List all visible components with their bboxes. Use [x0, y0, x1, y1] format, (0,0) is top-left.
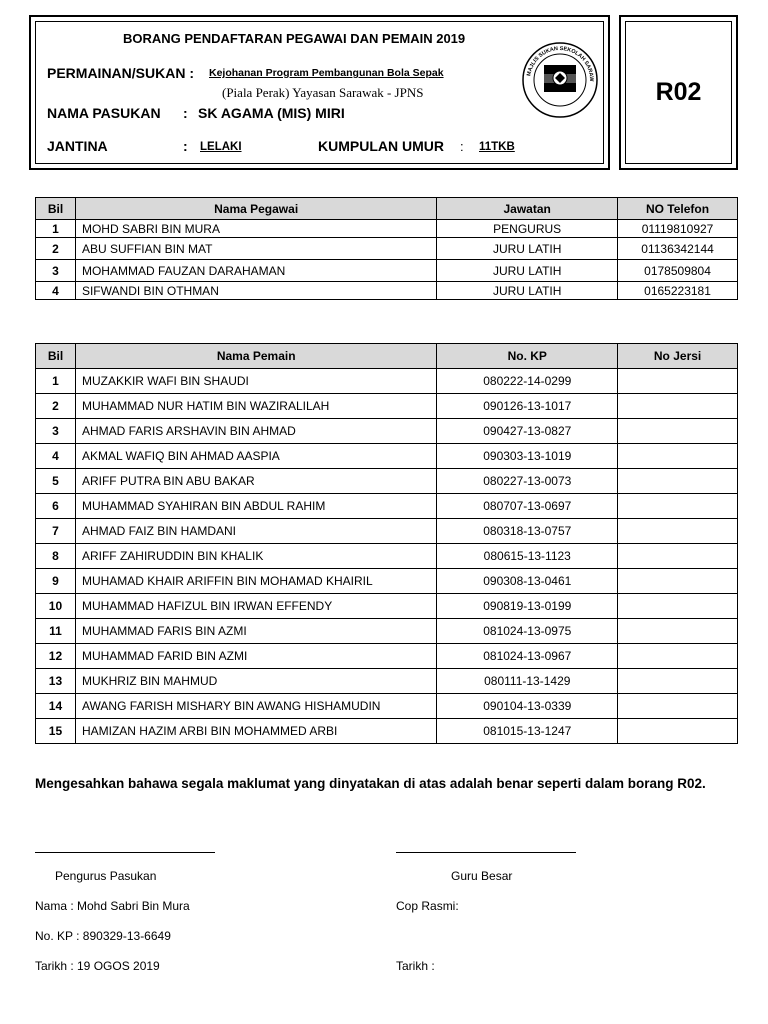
gender-label: JANTINA [47, 138, 108, 154]
table-row [36, 669, 738, 694]
sports-council-logo [520, 40, 600, 120]
player-ic-number: 081024-13-0967 [437, 644, 618, 669]
player-ic-number: 080222-14-0299 [437, 369, 618, 394]
row-number: 5 [36, 469, 76, 494]
player-jersey [618, 644, 738, 669]
table-row [36, 644, 738, 669]
player-name: AKMAL WAFIQ BIN AHMAD AASPIA [75, 444, 436, 469]
column-header: No. KP [437, 344, 618, 369]
table-row [36, 494, 738, 519]
row-number: 12 [36, 644, 76, 669]
game-subtitle: (Piala Perak) Yayasan Sarawak - JPNS [222, 85, 424, 100]
game-label: PERMAINAN/SUKAN : [47, 65, 194, 81]
table-row [36, 594, 738, 619]
row-number: 10 [36, 594, 76, 619]
row-number: 15 [36, 719, 76, 744]
table-row [36, 419, 738, 444]
column-header: Bil [36, 344, 76, 369]
team-manager-title: Pengurus Pasukan [55, 869, 157, 883]
column-header: Nama Pegawai [75, 198, 436, 220]
form-title: BORANG PENDAFTARAN PEGAWAI DAN PEMAIN 2019 [123, 31, 466, 46]
player-name: AHMAD FARIS ARSHAVIN BIN AHMAD [75, 419, 436, 444]
table-row [36, 394, 738, 419]
player-ic-number: 090308-13-0461 [437, 569, 618, 594]
player-jersey [618, 394, 738, 419]
staff-name: SIFWANDI BIN OTHMAN [75, 282, 436, 300]
players-table [35, 343, 738, 744]
player-ic-number: 080318-13-0757 [437, 519, 618, 544]
player-jersey [618, 444, 738, 469]
staff-name: MOHAMMAD FAUZAN DARAHAMAN [75, 260, 436, 282]
player-name: MUZAKKIR WAFI BIN SHAUDI [75, 369, 436, 394]
gender-value: LELAKI [200, 141, 242, 153]
row-number: 3 [36, 260, 76, 282]
player-name: MUHAMMAD NUR HATIM BIN WAZIRALILAH [75, 394, 436, 419]
column-header: No Jersi [618, 344, 738, 369]
row-number: 14 [36, 694, 76, 719]
player-ic-number: 090126-13-1017 [437, 394, 618, 419]
column-header: Jawatan [437, 198, 618, 220]
game-value: Kejohanan Program Pembangunan Bola Sepak [209, 67, 444, 79]
staff-role: JURU LATIH [437, 238, 618, 260]
table-row [36, 519, 738, 544]
player-name: HAMIZAN HAZIM ARBI BIN MOHAMMED ARBI [75, 719, 436, 744]
row-number: 1 [36, 220, 76, 238]
staff-phone: 01119810927 [618, 220, 738, 238]
table-row [36, 260, 738, 282]
table-row [36, 369, 738, 394]
manager-name: Nama : Mohd Sabri Bin Mura [35, 899, 190, 913]
confirmation-statement: Mengesahkan bahawa segala maklumat yang dinyatakan di atas adalah benar seperti dalam borang R02. [35, 776, 706, 791]
manager-ic-number: No. KP : 890329-13-6649 [35, 929, 171, 943]
headmaster-title: Guru Besar [451, 869, 513, 883]
manager-date: Tarikh : 19 OGOS 2019 [35, 959, 160, 973]
age-group-value: 11TKB [479, 141, 515, 153]
row-number: 4 [36, 282, 76, 300]
staff-role: PENGURUS [437, 220, 618, 238]
form-code: R02 [655, 78, 702, 106]
player-ic-number: 080707-13-0697 [437, 494, 618, 519]
player-ic-number: 080111-13-1429 [437, 669, 618, 694]
row-number: 7 [36, 519, 76, 544]
table-row [36, 719, 738, 744]
player-jersey [618, 369, 738, 394]
age-group-label: KUMPULAN UMUR [318, 138, 444, 154]
player-jersey [618, 694, 738, 719]
column-header: NO Telefon [618, 198, 738, 220]
row-number: 1 [36, 369, 76, 394]
player-jersey [618, 594, 738, 619]
table-row [36, 220, 738, 238]
player-name: MUHAMAD KHAIR ARIFFIN BIN MOHAMAD KHAIRIL [75, 569, 436, 594]
signature-line-right [396, 852, 576, 853]
staff-table [35, 197, 738, 300]
player-jersey [618, 494, 738, 519]
player-ic-number: 090303-13-1019 [437, 444, 618, 469]
player-jersey [618, 569, 738, 594]
player-ic-number: 081024-13-0975 [437, 619, 618, 644]
staff-phone: 0165223181 [618, 282, 738, 300]
team-colon: : [183, 105, 188, 121]
column-header: Bil [36, 198, 76, 220]
column-header: Nama Pemain [75, 344, 436, 369]
row-number: 4 [36, 444, 76, 469]
row-number: 2 [36, 238, 76, 260]
table-row [36, 619, 738, 644]
table-header-row [36, 344, 738, 369]
staff-phone: 0178509804 [618, 260, 738, 282]
player-name: MUHAMMAD FARID BIN AZMI [75, 644, 436, 669]
player-jersey [618, 544, 738, 569]
player-jersey [618, 669, 738, 694]
player-jersey [618, 469, 738, 494]
row-number: 8 [36, 544, 76, 569]
player-ic-number: 090427-13-0827 [437, 419, 618, 444]
form-code-inner [625, 21, 732, 164]
player-ic-number: 090819-13-0199 [437, 594, 618, 619]
form-code-box [619, 15, 738, 170]
table-row [36, 469, 738, 494]
gender-colon: : [183, 138, 188, 154]
staff-role: JURU LATIH [437, 260, 618, 282]
age-group-colon: : [460, 139, 464, 154]
row-number: 9 [36, 569, 76, 594]
player-jersey [618, 619, 738, 644]
row-number: 13 [36, 669, 76, 694]
player-jersey [618, 519, 738, 544]
staff-role: JURU LATIH [437, 282, 618, 300]
player-jersey [618, 419, 738, 444]
headmaster-date: Tarikh : [396, 959, 435, 973]
table-header-row [36, 198, 738, 220]
logo-text: MAJLIS SUKAN SEKOLAH SARAW [526, 45, 595, 82]
table-row [36, 544, 738, 569]
row-number: 6 [36, 494, 76, 519]
player-ic-number: 080227-13-0073 [437, 469, 618, 494]
row-number: 2 [36, 394, 76, 419]
player-name: MUKHRIZ BIN MAHMUD [75, 669, 436, 694]
team-label: NAMA PASUKAN [47, 105, 161, 121]
player-ic-number: 081015-13-1247 [437, 719, 618, 744]
staff-name: ABU SUFFIAN BIN MAT [75, 238, 436, 260]
table-row [36, 444, 738, 469]
table-row [36, 569, 738, 594]
player-jersey [618, 719, 738, 744]
player-name: MUHAMMAD SYAHIRAN BIN ABDUL RAHIM [75, 494, 436, 519]
player-name: AHMAD FAIZ BIN HAMDANI [75, 519, 436, 544]
staff-phone: 01136342144 [618, 238, 738, 260]
row-number: 11 [36, 619, 76, 644]
player-name: MUHAMMAD HAFIZUL BIN IRWAN EFFENDY [75, 594, 436, 619]
player-name: MUHAMMAD FARIS BIN AZMI [75, 619, 436, 644]
signature-line-left [35, 852, 215, 853]
table-row [36, 694, 738, 719]
player-name: ARIFF PUTRA BIN ABU BAKAR [75, 469, 436, 494]
player-name: ARIFF ZAHIRUDDIN BIN KHALIK [75, 544, 436, 569]
player-ic-number: 090104-13-0339 [437, 694, 618, 719]
player-ic-number: 080615-13-1123 [437, 544, 618, 569]
team-value: SK AGAMA (MIS) MIRI [198, 105, 345, 121]
table-row [36, 238, 738, 260]
official-stamp-label: Cop Rasmi: [396, 899, 459, 913]
table-row [36, 282, 738, 300]
row-number: 3 [36, 419, 76, 444]
staff-name: MOHD SABRI BIN MURA [75, 220, 436, 238]
player-name: AWANG FARISH MISHARY BIN AWANG HISHAMUDIN [75, 694, 436, 719]
